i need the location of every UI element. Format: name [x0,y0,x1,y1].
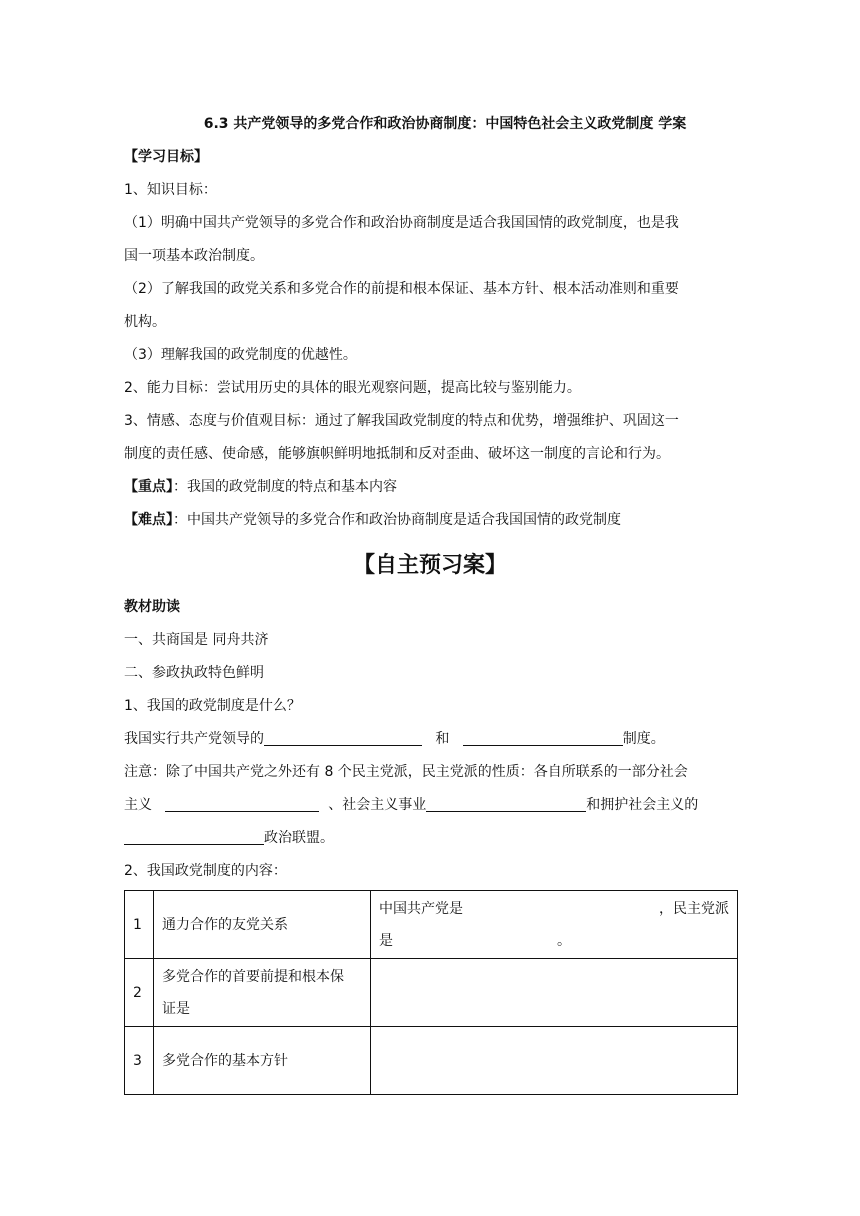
row-answer-cell[interactable] [371,1027,738,1095]
answer-line-a [379,893,729,925]
key-point [124,471,736,504]
fill-blank[interactable] [426,795,586,812]
objectives-heading: 【学习目标】 [124,149,208,165]
difficult-point [124,504,736,537]
question-1: 1、我国的政党制度是什么？ [124,698,301,714]
note-line-b [124,789,736,822]
question-1-fill [124,723,736,756]
objective-3a: 3、情感、态度与价值观目标：通过了解我国政党制度的特点和优势，增强维护、巩固这一 [124,413,679,429]
row-item-line-b: 证是 [162,1000,190,1017]
note-text-b2: 、社会主义事业 [328,797,427,813]
reading-item-2: 二、参政执政特色鲜明 [124,665,264,681]
difficult-point-label: 【难点】 [124,512,173,528]
note-text-b1: 主义 [124,797,152,813]
answer-text-b2: 。 [557,932,571,949]
row-number: 3 [125,1027,154,1095]
table-row [125,1027,738,1095]
objective-2: 2、能力目标：尝试用历史的具体的眼光观察问题，提高比较与鉴别能力。 [124,380,581,396]
note-text-c: 政治联盟。 [264,830,334,846]
objective-1-2b: 机构。 [124,314,166,330]
question-1-text-b: 和 [435,731,450,747]
answer-text-a1: 中国共产党是 [379,900,463,917]
fill-blank[interactable] [264,729,422,746]
note-line-c [124,822,736,855]
difficult-point-text: ：中国共产党领导的多党合作和政治协商制度是适合我国国情的政党制度 [173,512,621,528]
question-1-text-c: 制度。 [622,731,665,747]
fill-blank[interactable] [463,729,623,746]
objective-1-2a: （2）了解我国的政党关系和多党合作的前提和根本保证、基本方针、根本活动准则和重要 [124,281,679,297]
objective-1-3: （3）理解我国的政党制度的优越性。 [124,347,357,363]
key-point-text: ：我国的政党制度的特点和基本内容 [173,479,397,495]
table-row [125,891,738,959]
question-1-text-a: 我国实行共产党领导的 [124,731,264,747]
document-body [124,108,736,1095]
section-title: 【自主预习案】 [352,553,507,578]
reading-item-1: 一、共商国是 同舟共济 [124,632,269,648]
fill-blank[interactable] [165,795,319,812]
key-point-label: 【重点】 [124,479,173,495]
doc-title: 6.3 共产党领导的多党合作和政治协商制度：中国特色社会主义政党制度 学案 [203,116,687,132]
answer-line-b [379,925,729,957]
row-item: 多党合作的基本方针 [154,1027,371,1095]
row-answer-cell[interactable] [371,959,738,1027]
objective-3b: 制度的责任感、使命感，能够旗帜鲜明地抵制和反对歪曲、破坏这一制度的言论和行为。 [124,446,670,462]
objective-1: 1、知识目标： [124,182,217,198]
content-table [124,890,738,1095]
table-row [125,959,738,1027]
row-item-line-a: 多党合作的首要前提和根本保 [162,968,344,985]
answer-text-a2: ，民主党派 [659,900,729,917]
row-number: 2 [125,959,154,1027]
row-number: 1 [125,891,154,959]
fill-blank[interactable] [124,828,264,845]
row-answer-cell[interactable] [371,891,738,959]
row-item: 通力合作的友党关系 [154,891,371,959]
row-item [154,959,371,1027]
reading-heading: 教材助读 [124,599,180,615]
question-2: 2、我国政党制度的内容： [124,863,287,879]
note-text-b3: 和拥护社会主义的 [586,797,699,813]
answer-text-b1: 是 [379,932,393,949]
objective-1-1a: （1）明确中国共产党领导的多党合作和政治协商制度是适合我国国情的政党制度，也是我 [124,215,679,231]
note-line-a: 注意：除了中国共产党之外还有 8 个民主党派，民主党派的性质：各自所联系的一部分社会 [124,764,688,780]
objective-1-1b: 国一项基本政治制度。 [124,248,264,264]
